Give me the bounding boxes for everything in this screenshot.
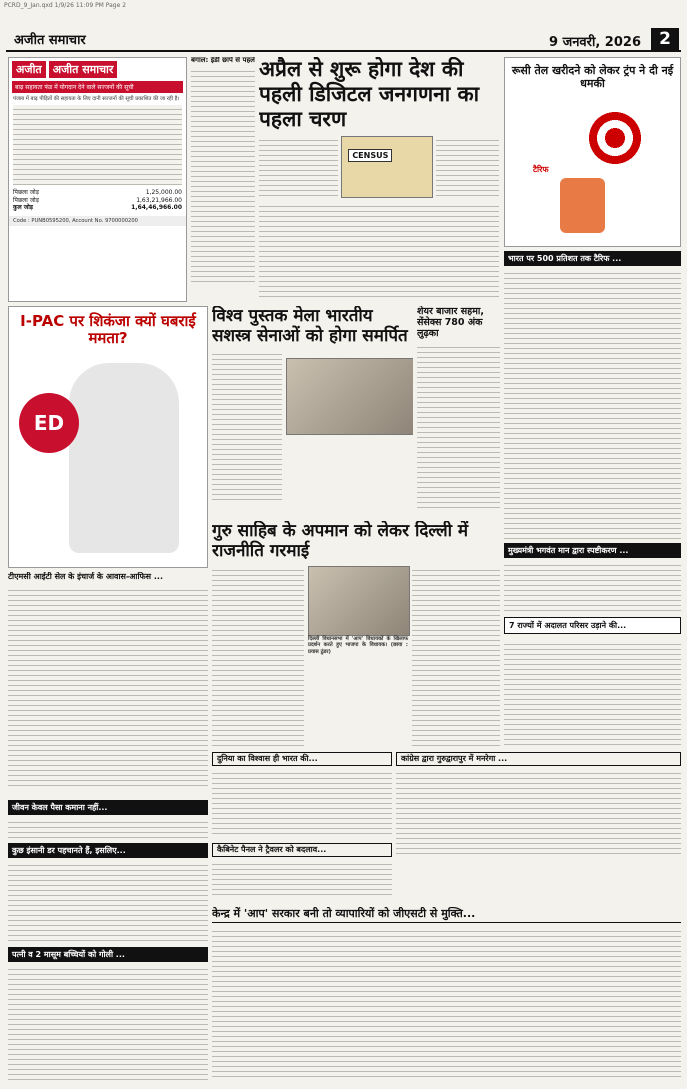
duniya-story xyxy=(212,752,392,840)
patni-story xyxy=(8,947,208,1082)
jeevan-story xyxy=(8,800,208,840)
page-number: 2 xyxy=(651,28,679,50)
paper-name: अजीत समाचार xyxy=(14,33,86,48)
duniya-heading: दुनिया का विश्वास ही भारत की... xyxy=(212,752,392,766)
census-story xyxy=(259,57,499,302)
file-header: PCRD_9_Jan.qxd 1/9/26 11:09 PM Page 2 xyxy=(4,2,127,9)
guru-caption: दिल्ली विधानसभा में 'आप' विधायकों के खिलाफ प्रदर्शन करते हुए भाजपा के विधायक। (छाया : प्रयास ठुंडर) xyxy=(308,636,408,655)
tariff-tag: टैरिफ xyxy=(533,165,549,174)
ed-badge: ED xyxy=(19,393,79,453)
census-illustration xyxy=(341,136,432,198)
ipac-headline: I-PAC पर शिकंजा क्यों घबराई ममता? xyxy=(20,312,196,347)
tmc-story xyxy=(8,572,208,797)
market-story xyxy=(417,306,500,518)
relief-tagline: बाढ़ सहायता फंड में योगदान देने वाले सज्जनों की सूची xyxy=(12,81,183,93)
ipac-box xyxy=(8,306,208,568)
cartoon-headline: रूसी तेल खरीदने को लेकर ट्रंप ने दी नई धमकी xyxy=(511,64,674,90)
guru-photo xyxy=(308,566,410,636)
courts-heading: 7 राज्यों में अदालत परिसर उड़ाने की... xyxy=(504,617,681,634)
congress-story xyxy=(396,752,681,862)
market-headline: शेयर बाजार सहमा, सेंसेक्स 780 अंक लुढ़का xyxy=(417,306,484,339)
tariff-heading: भारत पर 500 प्रतिशत तक टैरिफ ... xyxy=(504,251,681,266)
cabinet-heading: कैबिनेट पैनल ने ट्रैवलर को बदलाव... xyxy=(212,843,392,857)
kuch-heading: कुछ इंसानी डर पहचानते हैं, इसलिए... xyxy=(8,843,208,858)
centre-story xyxy=(212,907,681,1082)
jeevan-heading: जीवन केवल पैसा कमाना नहीं... xyxy=(8,800,208,815)
tariff-story xyxy=(504,251,681,638)
kuch-story xyxy=(8,843,208,943)
ipac-illustration xyxy=(19,353,197,563)
centre-headline: केन्द्र में 'आप' सरकार बनी तो व्यापारियों को जीएसटी से मुक्ति... xyxy=(212,907,681,923)
relief-logo-b: अजीत समाचार xyxy=(49,61,118,78)
cartoon-drawing xyxy=(525,108,665,238)
bengal-column xyxy=(191,57,255,300)
guru-story xyxy=(212,521,500,746)
guru-headline: गुरु साहिब के अपमान को लेकर दिल्ली में राजनीति गरमाई xyxy=(212,521,469,561)
bookfair-story xyxy=(212,306,413,518)
relief-row: पिछला जोड़ 1,63,21,966.00 xyxy=(13,196,182,204)
bookfair-headline: विश्व पुस्तक मेला भारतीय सशस्त्र सेनाओं को होगा समर्पित xyxy=(212,306,408,346)
cm-heading: मुख्यमंत्री भगवंत मान द्वारा स्पष्टीकरण ... xyxy=(504,543,681,558)
cabinet-story xyxy=(212,843,392,903)
census-label: CENSUS xyxy=(348,149,392,162)
relief-bank-details: Code : PUNB0595200, Account No. 9700000200 xyxy=(9,216,186,226)
bookfair-photo xyxy=(286,358,413,435)
patni-heading: पत्नी व 2 मासूम बच्चियों को गोली ... xyxy=(8,947,208,962)
relief-logo-a: अजीत xyxy=(12,61,46,78)
congress-heading: कांग्रेस द्वारा गुरुद्वारापुर में मनरेगा ... xyxy=(396,752,681,766)
relief-row: पिछला जोड़ 1,25,000.00 xyxy=(13,189,182,197)
issue-date: 9 जनवरी, 2026 xyxy=(549,35,641,50)
relief-row-total: कुल जोड़ 1,64,46,966.00 xyxy=(13,204,182,212)
relief-notice: पंजाब में बाढ़ पीड़ितों की सहायता के लिए दानी सज्जनों की सूची प्रकाशित की जा रही है। xyxy=(13,96,180,102)
cartoon-box xyxy=(504,57,681,247)
bengal-heading: बंगाल: ईडी छापे से पहले xyxy=(191,57,255,64)
tmc-heading: टीएमसी आईटी सेल के इंचार्ज के आवास-आफिस ... xyxy=(8,572,163,581)
census-headline: अप्रैल से शुरू होगा देश की पहली डिजिटल जनगणना का पहला चरण xyxy=(259,57,480,131)
relief-fund-box xyxy=(8,57,187,302)
masthead xyxy=(6,12,681,52)
